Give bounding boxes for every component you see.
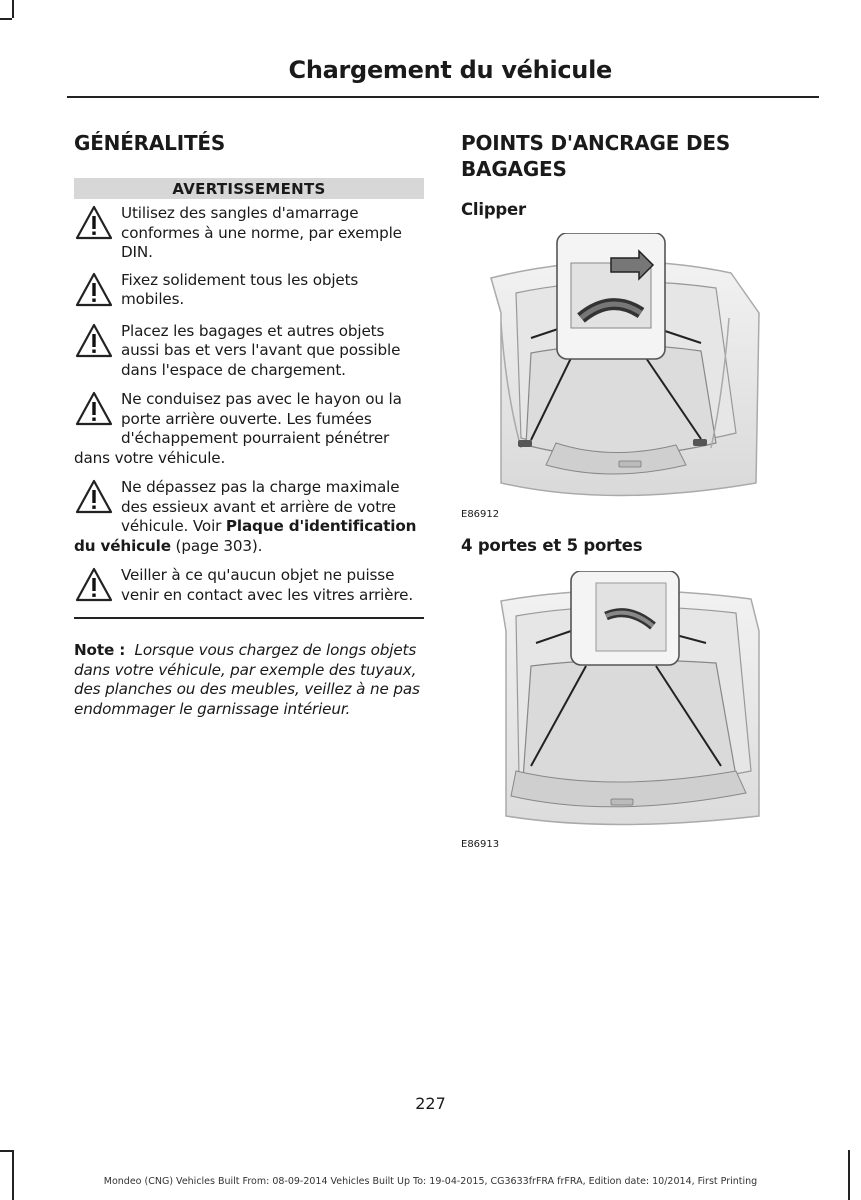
warnings-divider bbox=[74, 617, 424, 619]
page-footer: Mondeo (CNG) Vehicles Built From: 08-09-2014 Vehicles Built Up To: 19-04-2015, CG3633frFRA frFRA, Edition date: 10/2014, First Printing bbox=[103, 1176, 758, 1187]
warning-triangle-icon bbox=[74, 271, 114, 309]
figure-code: E86913 bbox=[461, 839, 500, 850]
warning-text: (page 303). bbox=[170, 536, 263, 555]
warning-text: Ne conduisez pas avec le hayon ou la porte arrière ouverte. Les fumées d'échappement pourraient pénétrer dans votre véhicule. bbox=[74, 390, 402, 467]
header-rule bbox=[67, 96, 819, 98]
figure-clipper-illustration bbox=[461, 233, 791, 507]
warning-item bbox=[74, 566, 424, 605]
warning-triangle-icon bbox=[74, 204, 114, 242]
section-heading-anchor-points: POINTS D'ANCRAGE DES BAGAGES bbox=[461, 131, 731, 181]
warning-triangle-icon bbox=[74, 566, 114, 604]
page-title: Chargement du véhicule bbox=[288, 56, 612, 84]
crop-mark bbox=[0, 18, 12, 20]
section-heading-general: GÉNÉRALITÉS bbox=[74, 131, 226, 155]
warning-item bbox=[74, 271, 424, 310]
warning-item bbox=[74, 390, 424, 468]
crop-mark bbox=[0, 1150, 12, 1152]
cross-reference-link[interactable]: Plaque d'identification du véhicule bbox=[74, 517, 417, 555]
warnings-title: AVERTISSEMENTS bbox=[74, 178, 424, 199]
right-column bbox=[461, 130, 791, 850]
warning-text: Ne dépassez pas la charge maximale des essieux avant et arrière de votre véhicule. Voir bbox=[121, 478, 400, 535]
warning-text: Veiller à ce qu'aucun objet ne puisse venir en contact avec les vitres arrière. bbox=[121, 566, 414, 604]
warning-text: Utilisez des sangles d'amarrage conformes à une norme, par exemple DIN. bbox=[121, 204, 402, 261]
subheading-clipper: Clipper bbox=[461, 200, 526, 219]
crop-mark bbox=[12, 0, 14, 18]
warning-triangle-icon bbox=[74, 390, 114, 428]
left-column bbox=[74, 130, 424, 719]
warning-item bbox=[74, 204, 424, 263]
warning-item bbox=[74, 478, 424, 556]
crop-mark bbox=[848, 1150, 850, 1200]
note-paragraph bbox=[74, 641, 424, 719]
note-text: Lorsque vous chargez de longs objets dans votre véhicule, par exemple des tuyaux, des planches ou des meubles, veillez à ne pas endommager le garnissage intérieur. bbox=[74, 641, 420, 718]
page-number: 227 bbox=[415, 1094, 446, 1113]
warning-text: Placez les bagages et autres objets aussi bas et vers l'avant que possible dans l'espace de chargement. bbox=[121, 321, 401, 379]
warning-text: Fixez solidement tous les objets mobiles. bbox=[121, 270, 359, 308]
warning-triangle-icon bbox=[74, 478, 114, 516]
figure-code: E86912 bbox=[461, 509, 500, 520]
warning-item bbox=[74, 322, 424, 381]
warning-triangle-icon bbox=[74, 322, 114, 360]
subheading-4-and-5-doors: 4 portes et 5 portes bbox=[461, 536, 643, 555]
note-label: Note : bbox=[74, 641, 126, 659]
crop-mark bbox=[12, 1150, 14, 1200]
figure-doors-illustration bbox=[461, 571, 791, 837]
